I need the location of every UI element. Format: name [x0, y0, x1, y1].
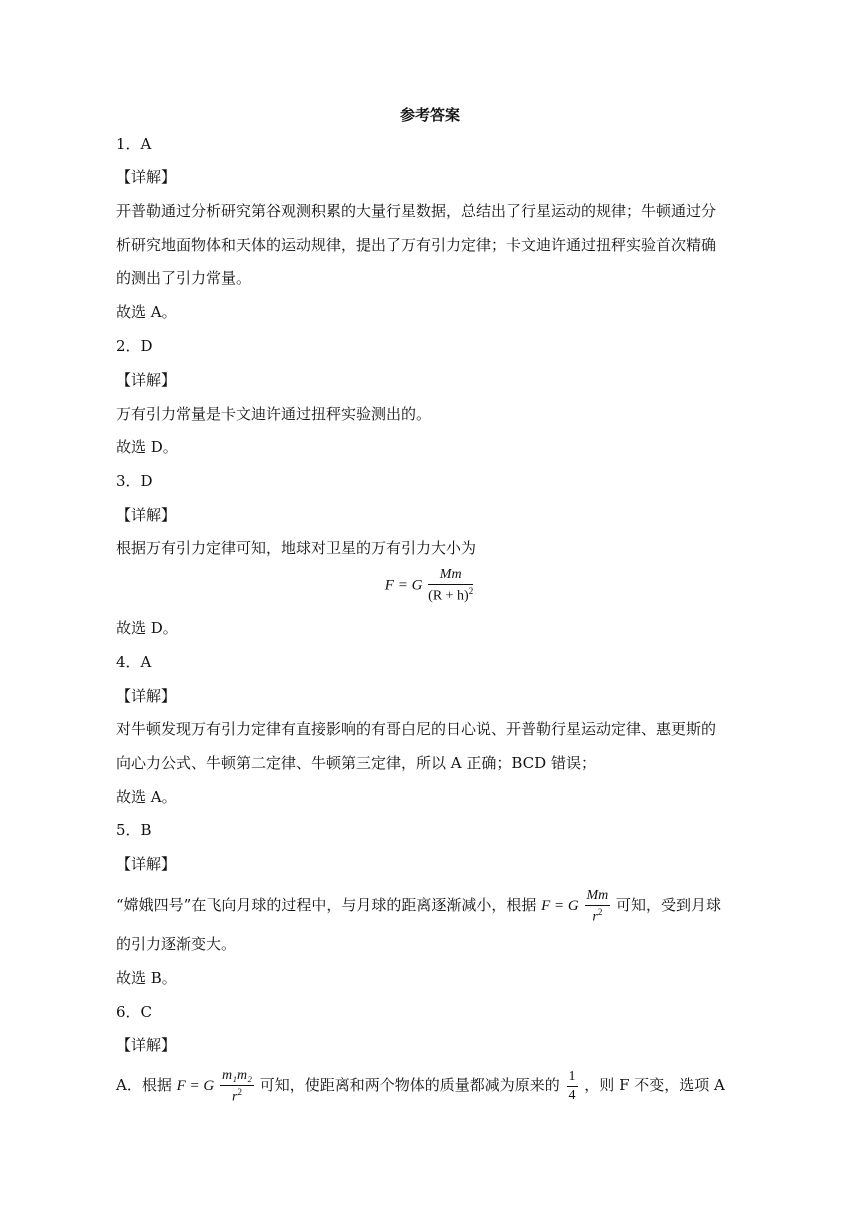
q3-formula-denominator: (R + h): [428, 588, 469, 604]
q4-text-line-1: 对牛顿发现万有引力定律有直接影响的有哥白尼的日心说、开普勒行星运动定律、惠更斯的: [116, 720, 717, 738]
q3-formula-lhs: F = G: [384, 577, 423, 594]
q5-formula-denominator: r: [592, 909, 598, 925]
q4-detail-tag: 【详解】: [116, 687, 177, 705]
q4-text-line-2: 向心力公式、牛顿第二定律、牛顿第三定律，所以 A 正确；BCD 错误；: [116, 754, 596, 772]
q5-text-after: 可知，受到月球: [616, 896, 722, 914]
q3-formula-exponent: 2: [468, 586, 474, 596]
q1-conclusion: 故选 A。: [116, 303, 177, 321]
q4-answer: 4．A: [116, 653, 152, 671]
q5-text-before: “嫦娥四号”在飞向月球的过程中，与月球的距离逐渐减小，根据: [116, 896, 537, 914]
q3-answer: 3．D: [116, 472, 153, 490]
q6-formula-fraction: [220, 1069, 254, 1105]
q3-formula-numerator: Mm: [428, 568, 473, 585]
q5-formula-lhs: F = G: [541, 898, 579, 914]
q1-text-line-1: 开普勒通过分析研究第谷观测积累的大量行星数据，总结出了行星运动的规律；牛顿通过分: [116, 202, 717, 220]
q5-text-line-1: [116, 888, 721, 924]
q3-formula-fraction: [428, 568, 473, 604]
q6-text-line-1: [116, 1068, 725, 1104]
q2-answer: 2．D: [116, 337, 153, 355]
q6-formula-lhs: F = G: [176, 1078, 215, 1094]
q5-formula-fraction: [585, 889, 611, 925]
q1-detail-tag: 【详解】: [116, 168, 177, 186]
q3-detail-tag: 【详解】: [116, 506, 177, 524]
q5-answer: 5．B: [116, 821, 152, 839]
q1-answer: 1．A: [116, 135, 152, 153]
q4-conclusion: 故选 A。: [116, 788, 177, 806]
q1-text-line-3: 的测出了引力常量。: [116, 269, 252, 287]
q6-quarter-numerator: 1: [567, 1070, 578, 1087]
q2-detail-tag: 【详解】: [116, 371, 177, 389]
q3-formula: [0, 568, 860, 604]
q6-formula-denominator: r: [232, 1089, 238, 1105]
q2-text-line-1: 万有引力常量是卡文迪许通过扭秤实验测出的。: [116, 405, 432, 423]
q6-quarter-fraction: [567, 1070, 578, 1103]
q3-conclusion: 故选 D。: [116, 619, 178, 637]
q6-formula-numerator: m₁m₂: [220, 1069, 254, 1086]
q5-formula-numerator: Mm: [585, 889, 611, 906]
page-title: 参考答案: [399, 106, 460, 124]
q1-text-line-2: 析研究地面物体和天体的运动规律，提出了万有引力定律；卡文迪许通过扭秤实验首次精确: [116, 236, 717, 254]
q5-detail-tag: 【详解】: [116, 855, 177, 873]
q6-text-before: A．根据: [116, 1076, 172, 1094]
q6-text-after: ，则 F 不变，选项 A: [584, 1076, 725, 1094]
q5-formula-exponent: 2: [597, 906, 603, 917]
q5-text-line-2: 的引力逐渐变大。: [116, 935, 237, 953]
q6-text-mid: 可知，使距离和两个物体的质量都减为原来的: [259, 1076, 560, 1094]
q2-conclusion: 故选 D。: [116, 438, 178, 456]
q6-detail-tag: 【详解】: [116, 1036, 177, 1054]
q3-text-line-1: 根据万有引力定律可知，地球对卫星的万有引力大小为: [116, 539, 477, 557]
q6-formula-exponent: 2: [237, 1086, 242, 1097]
q5-conclusion: 故选 B。: [116, 969, 177, 987]
q6-answer: 6．C: [116, 1003, 153, 1021]
q6-quarter-denominator: 4: [568, 1087, 576, 1103]
